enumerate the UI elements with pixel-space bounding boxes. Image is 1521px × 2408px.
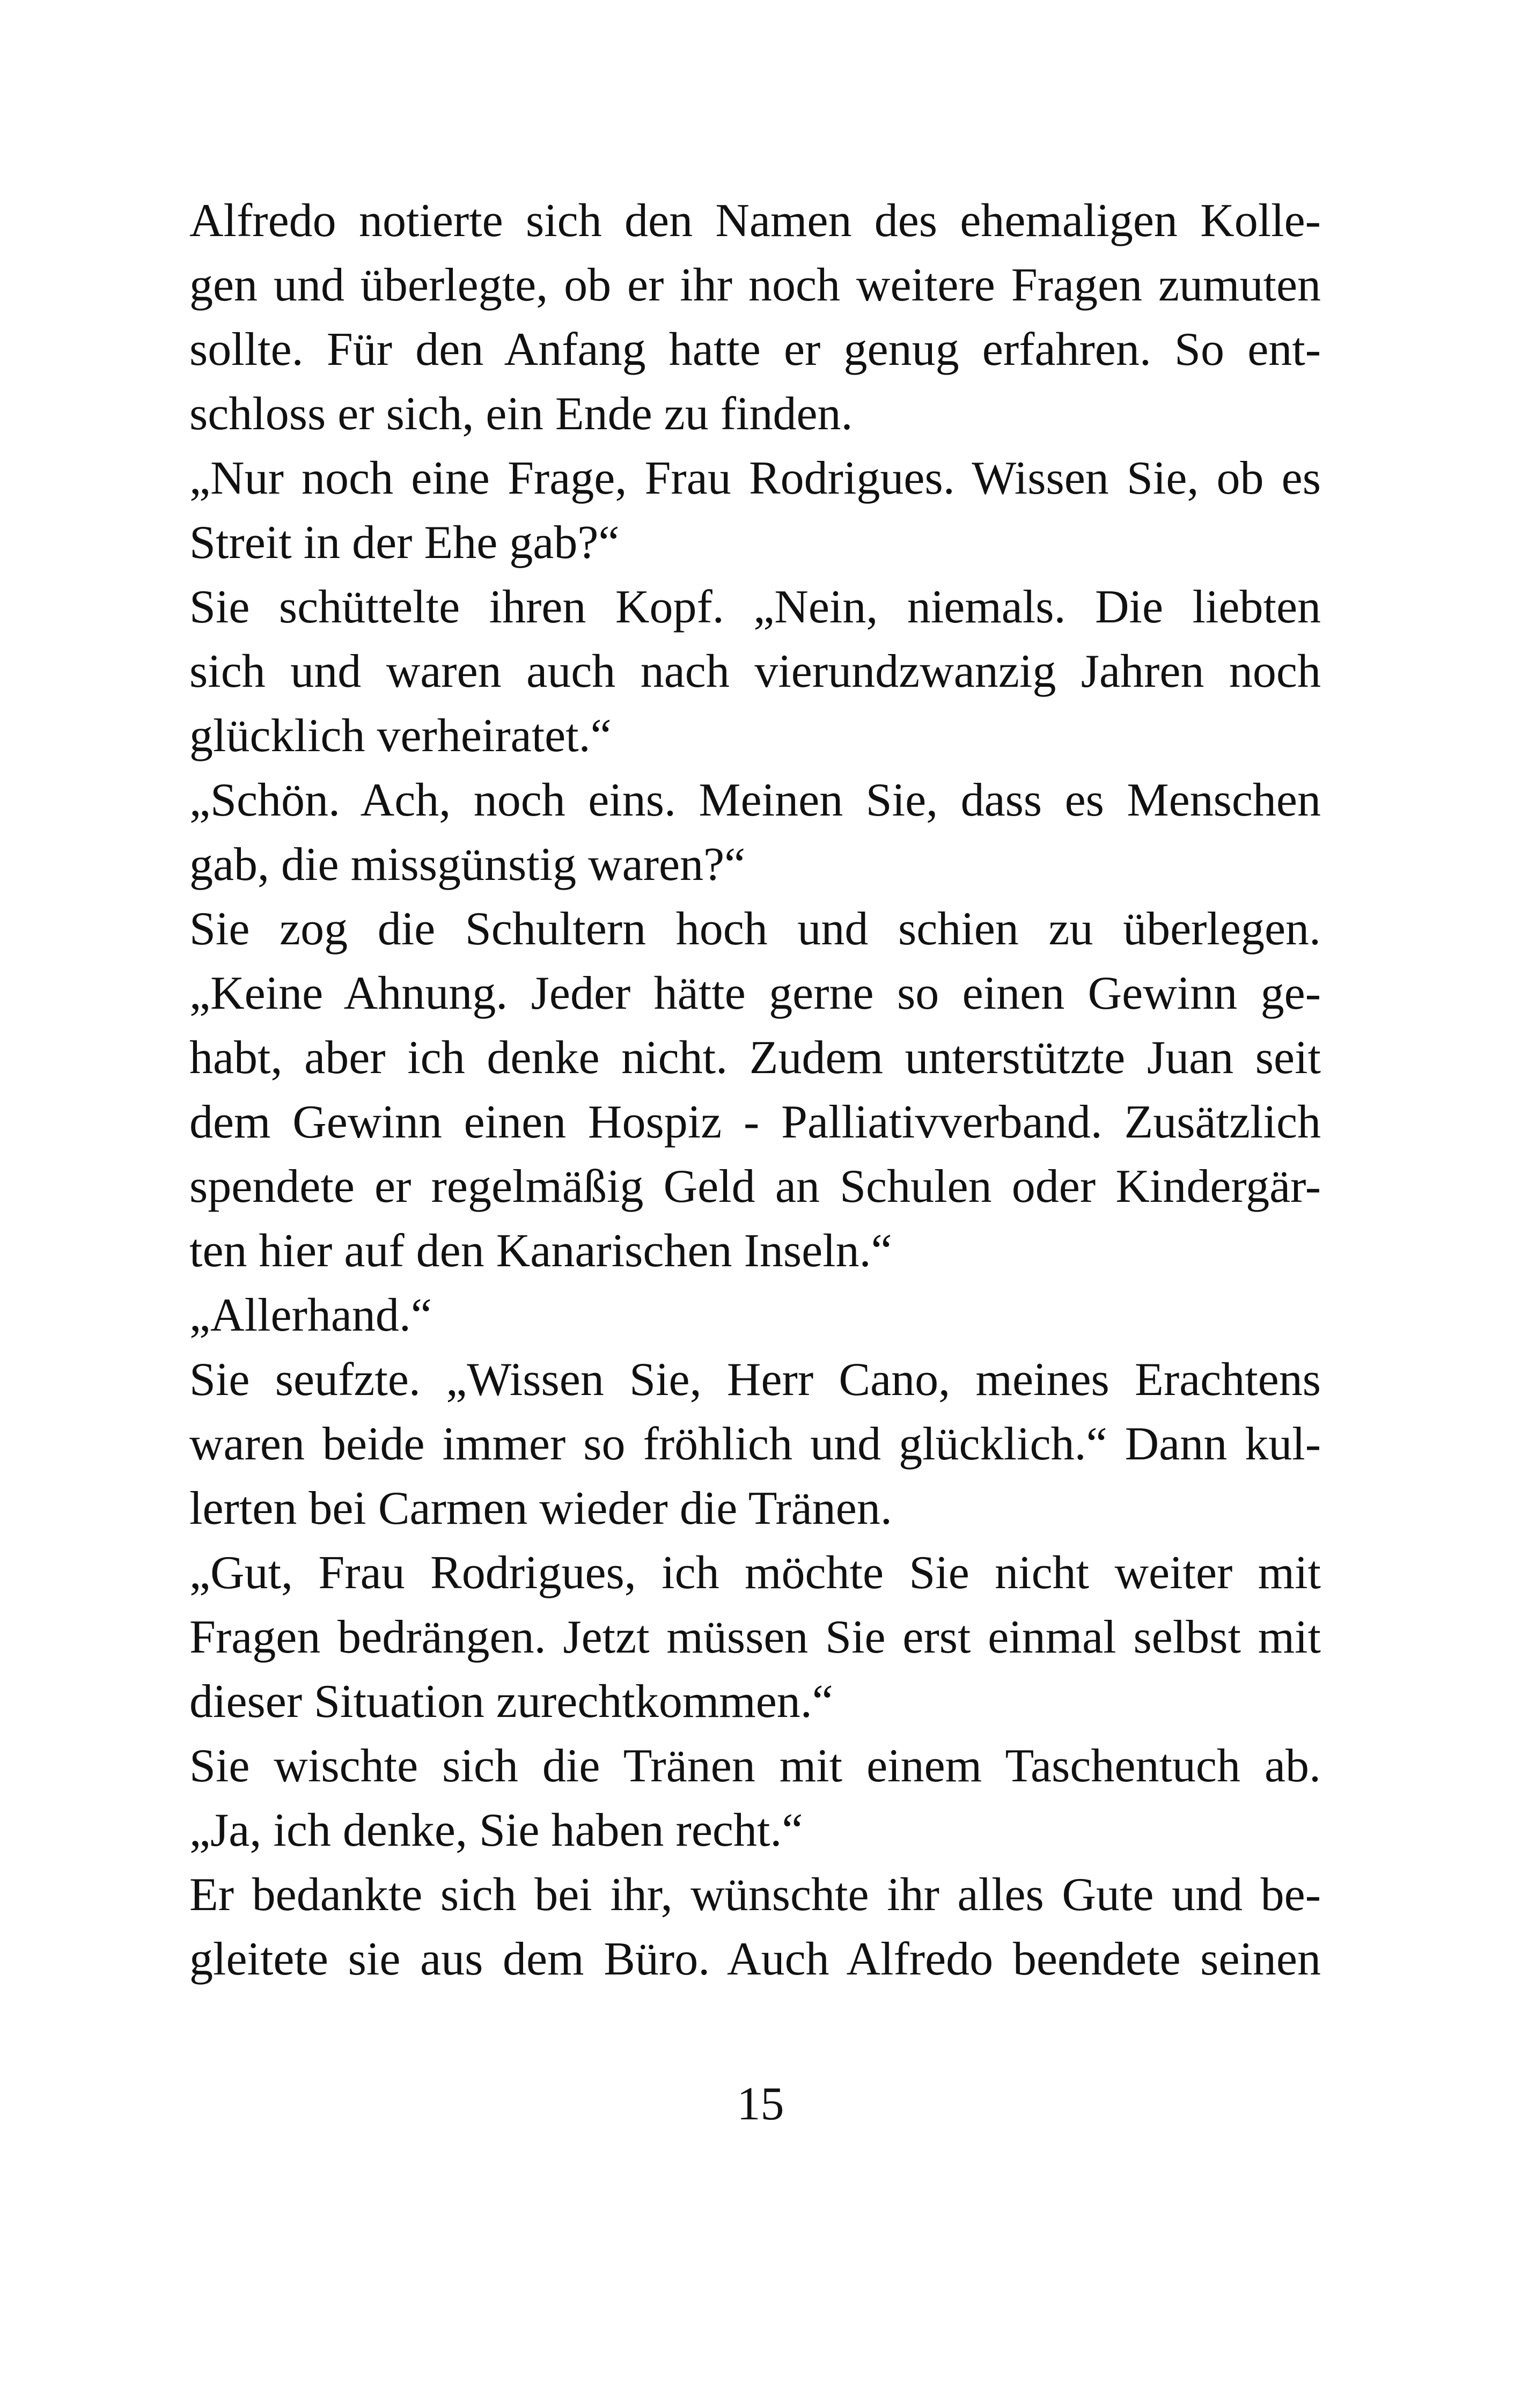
text-line: dem Gewinn einen Hospiz - Palliativverband. Zusätzlich [189,1096,1321,1148]
text-line: Er bedankte sich bei ihr, wünschte ihr alles Gute und be- [189,1869,1321,1921]
text-line: Sie wischte sich die Tränen mit einem Taschentuch ab. [189,1740,1321,1792]
text-line: „Schön. Ach, noch eins. Meinen Sie, dass es Menschen [189,774,1321,826]
text-line: lerten bei Carmen wieder die Tränen. [189,1482,892,1535]
text-line: habt, aber ich denke nicht. Zudem unterstützte Juan seit [189,1032,1321,1084]
text-line: „Keine Ahnung. Jeder hätte gerne so einen Gewinn ge- [189,967,1321,1019]
text-line: Fragen bedrängen. Jetzt müssen Sie erst einmal selbst mit [189,1611,1321,1663]
text-line: Alfredo notierte sich den Namen des ehemaligen Kolle- [189,195,1321,247]
text-line: Streit in der Ehe gab?“ [189,517,620,569]
text-line: gab, die missgünstig waren?“ [189,839,746,891]
text-line: waren beide immer so fröhlich und glücklich.“ Dann kul- [189,1418,1321,1470]
text-line: schloss er sich, ein Ende zu finden. [189,388,853,440]
text-line: spendete er regelmäßig Geld an Schulen oder Kindergär- [189,1161,1321,1213]
page-number: 15 [737,2078,784,2130]
text-line: Sie seufzte. „Wissen Sie, Herr Cano, meines Erachtens [189,1354,1321,1406]
text-line: sollte. Für den Anfang hatte er genug erfahren. So ent- [189,324,1321,376]
text-line: sich und waren auch nach vierundzwanzig Jahren noch [189,645,1321,698]
body-text [189,189,1321,1992]
text-line: gleitete sie aus dem Büro. Auch Alfredo beendete seinen [189,1933,1321,1985]
text-line: ten hier auf den Kanarischen Inseln.“ [189,1225,892,1277]
text-line: gen und überlegte, ob er ihr noch weitere Fragen zumuten [189,259,1321,311]
text-line: Sie zog die Schultern hoch und schien zu überlegen. [189,903,1321,955]
text-line: „Gut, Frau Rodrigues, ich möchte Sie nicht weiter mit [189,1547,1321,1599]
text-line: Sie schüttelte ihren Kopf. „Nein, niemals. Die liebten [189,581,1321,633]
text-line: glücklich verheiratet.“ [189,710,612,762]
text-line: „Allerhand.“ [189,1289,432,1341]
text-line: „Ja, ich denke, Sie haben recht.“ [189,1804,803,1856]
text-line: „Nur noch eine Frage, Frau Rodrigues. Wissen Sie, ob es [189,452,1321,504]
text-line: dieser Situation zurechtkommen.“ [189,1676,833,1728]
